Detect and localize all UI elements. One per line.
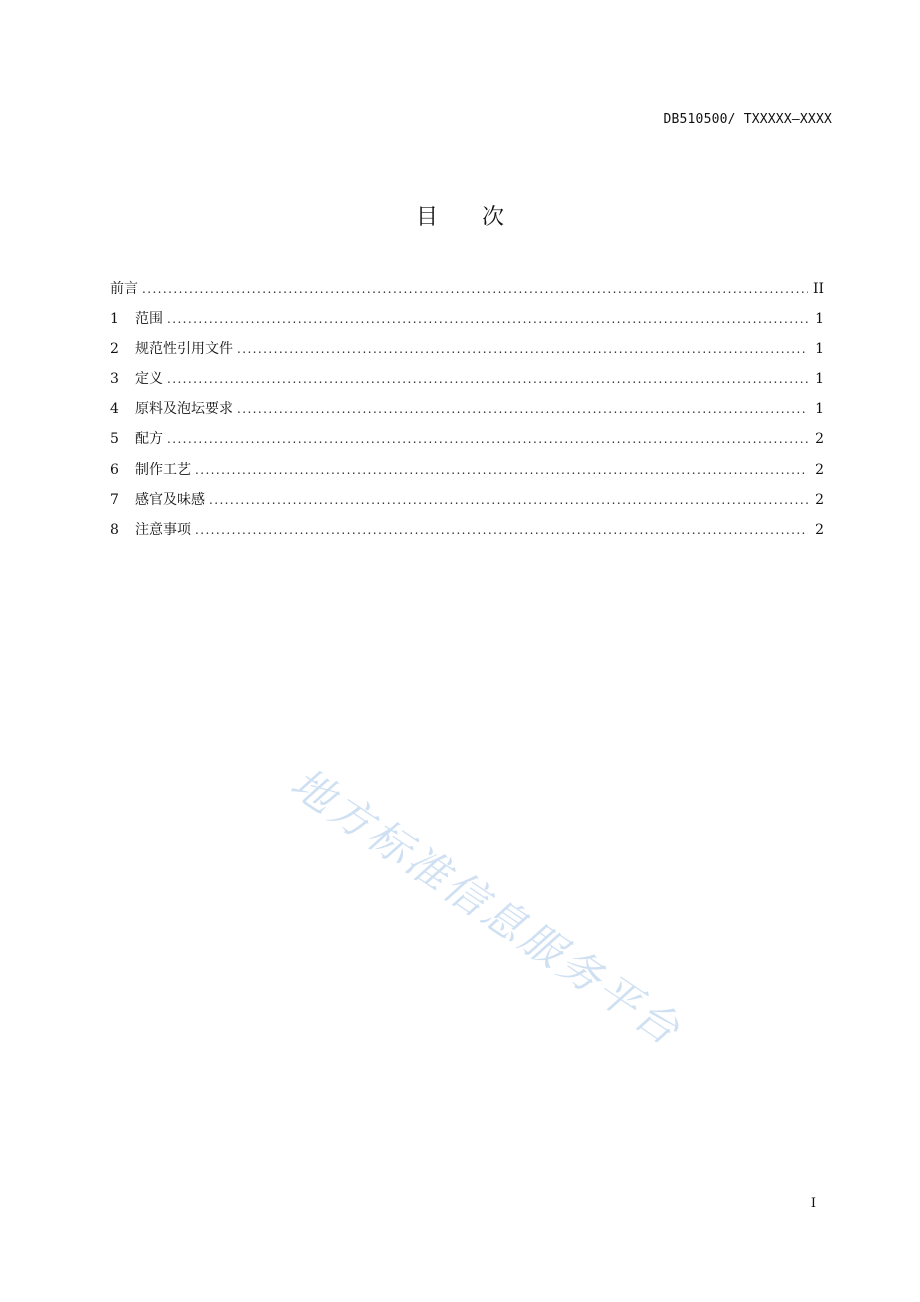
toc-entry-notes[interactable] (110, 520, 824, 550)
toc-entry-label: 规范性引用文件 (135, 341, 233, 358)
toc-leader-dots (167, 309, 808, 329)
table-of-contents (110, 279, 824, 550)
toc-entry-page: 1 (815, 371, 824, 388)
toc-entry-formula[interactable] (110, 429, 824, 459)
toc-entry-page: 1 (815, 311, 824, 328)
toc-leader-dots (237, 399, 808, 419)
toc-entry-number: 3 (110, 371, 119, 388)
toc-entry-number: 5 (110, 431, 119, 448)
toc-entry-label: 感官及味感 (135, 491, 205, 508)
toc-entry-foreword[interactable] (110, 279, 824, 309)
toc-leader-dots (167, 369, 808, 389)
toc-entry-page: II (812, 281, 824, 297)
toc-entry-page: 2 (815, 461, 824, 478)
toc-entry-label: 原料及泡坛要求 (135, 401, 233, 418)
toc-leader-dots (237, 339, 808, 359)
toc-leader-dots (195, 460, 808, 480)
toc-entry-label: 范围 (135, 311, 163, 328)
toc-leader-dots (195, 520, 808, 540)
toc-entry-number: 1 (110, 311, 119, 328)
toc-entry-materials[interactable] (110, 399, 824, 429)
toc-entry-number: 4 (110, 401, 119, 418)
toc-entry-number: 2 (110, 341, 119, 358)
document-code: DB510500/ TXXXXX—XXXX (663, 112, 832, 127)
toc-leader-dots (209, 490, 808, 510)
page-number: I (810, 1196, 816, 1211)
toc-entry-page: 2 (815, 491, 824, 508)
toc-entry-page: 1 (815, 341, 824, 358)
toc-entry-number: 7 (110, 491, 119, 508)
page-title-char-2: 次 (482, 205, 505, 230)
page-title (0, 200, 920, 231)
toc-entry-label: 注意事项 (135, 521, 191, 538)
toc-entry-label: 制作工艺 (135, 461, 191, 478)
toc-entry-label: 前言 (110, 281, 138, 297)
toc-entry-page: 2 (815, 521, 824, 538)
page-title-char-1: 目 (415, 205, 438, 230)
toc-entry-normative-references[interactable] (110, 339, 824, 369)
toc-entry-label: 定义 (135, 371, 163, 388)
toc-entry-sensory[interactable] (110, 490, 824, 520)
toc-entry-number: 6 (110, 461, 119, 478)
toc-entry-definitions[interactable] (110, 369, 824, 399)
toc-entry-page: 2 (815, 431, 824, 448)
toc-entry-process[interactable] (110, 460, 824, 490)
toc-leader-dots (142, 279, 808, 299)
toc-entry-scope[interactable] (110, 309, 824, 339)
toc-entry-label: 配方 (135, 431, 163, 448)
toc-entry-number: 8 (110, 521, 119, 538)
toc-entry-page: 1 (815, 401, 824, 418)
toc-leader-dots (167, 429, 808, 449)
watermark: 地方标准信息服务平台 (282, 758, 691, 1057)
